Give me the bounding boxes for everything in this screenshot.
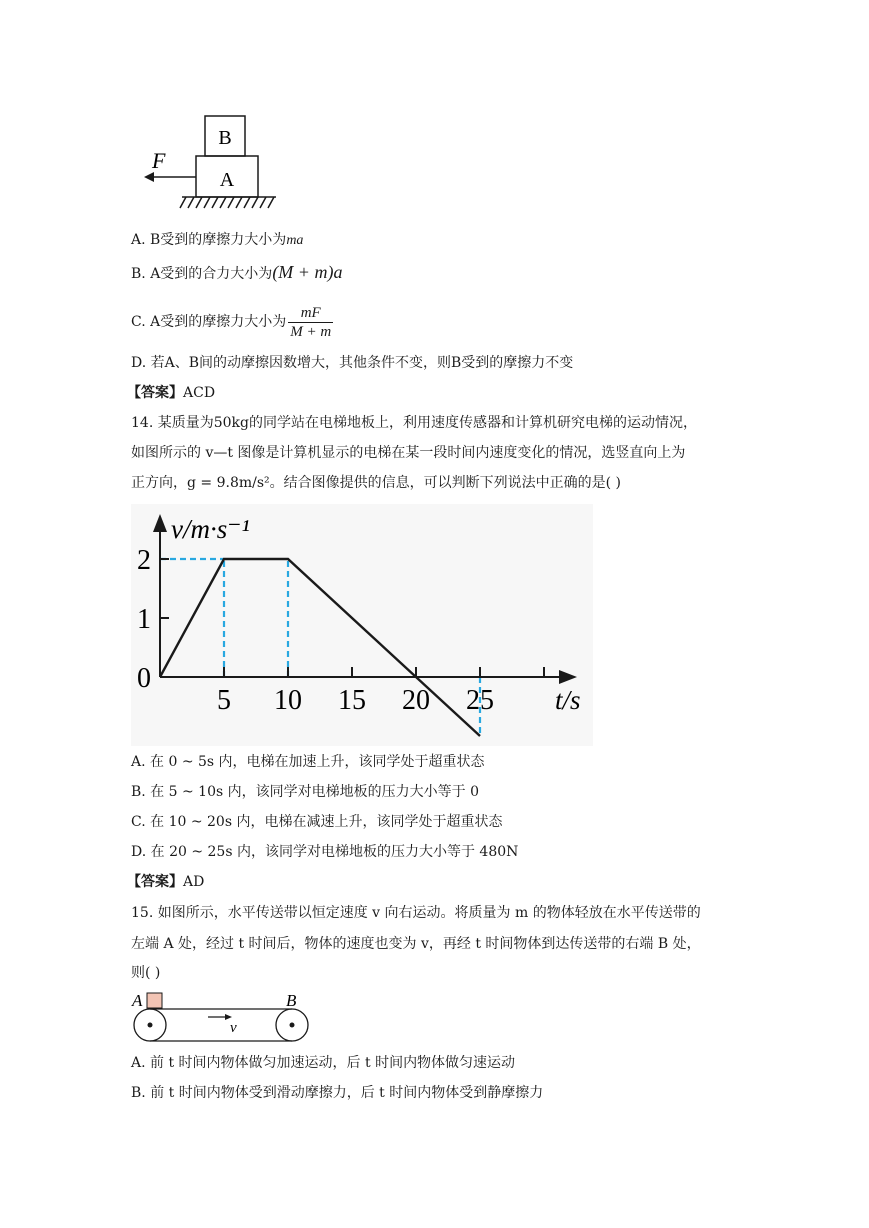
y-tick-label: 1 [137,604,151,635]
q14-line-1: 14. 某质量为50kg的同学站在电梯地板上，利用速度传感器和计算机研究电梯的运动情况， [131,415,697,431]
q14-option-c: C. 在 10 ~ 20s 内，电梯在减速上升，该同学处于超重状态 [131,814,503,830]
q15-line-3: 则( ) [131,965,161,981]
q15-line-2: 左端 A 处，经过 t 时间后，物体的速度也变为 v，再经 t 时间物体到达传送带的右端 B 处， [131,936,701,952]
q13-option-a: A. B受到的摩擦力大小为ma [131,232,304,248]
block-b-label: B [218,127,232,149]
ground-hatch [180,197,274,208]
x-tick-label: 15 [338,685,366,716]
q13-answer: 【答案】ACD [127,385,216,401]
q13-option-c: C. A受到的摩擦力大小为 $\frac{mF}{M + m}$ [131,304,332,340]
q13-option-b: B. A受到的合力大小为(M + m)a [131,262,343,282]
q13-option-b-expr: (M + m)a [272,262,343,282]
q13-option-a-expr: ma [286,233,304,248]
belt-right-axle [290,1023,295,1028]
origin-label: 0 [137,663,151,694]
q13-option-d: D. 若A、B间的动摩擦因数增大，其他条件不变，则B受到的摩擦力不变 [131,355,574,371]
y-tick-label: 2 [137,545,151,576]
block-a-label: A [219,169,235,191]
q14-option-a: A. 在 0 ~ 5s 内，电梯在加速上升，该同学处于超重状态 [131,754,485,770]
q14-answer: 【答案】AD [127,874,205,890]
x-tick-label: 5 [217,685,231,716]
belt-label-a: A [132,991,143,1010]
q14-option-b: B. 在 5 ~ 10s 内，该同学对电梯地板的压力大小等于 0 [131,784,479,800]
q15-line-1: 15. 如图所示，水平传送带以恒定速度 v 向右运动。将质量为 m 的物体轻放在水平传送带的 [131,905,701,921]
belt-object [147,993,162,1008]
belt-left-axle [148,1023,153,1028]
q15-option-b: B. 前 t 时间内物体受到滑动摩擦力，后 t 时间内物体受到静摩擦力 [131,1085,544,1101]
belt-label-v: v [230,1020,237,1036]
q14-line-3: 正方向，g = 9.8m/s²。结合图像提供的信息，可以判断下列说法中正确的是( ) [131,475,622,491]
q13-option-c-fraction: $\frac{mF}{M + m}$ [290,304,332,340]
q15-option-a: A. 前 t 时间内物体做匀加速运动，后 t 时间内物体做匀速运动 [131,1055,516,1071]
x-tick-label: 20 [402,685,430,716]
q14-line-2: 如图所示的 v—t 图像是计算机显示的电梯在某一段时间内速度变化的情况，选竖直向上为 [131,445,686,461]
belt-figure [128,988,313,1044]
force-label: F [152,148,166,173]
x-tick-label: 10 [274,685,302,716]
force-arrowhead [144,172,154,182]
x-tick-label: 25 [466,685,494,716]
x-axis-label: t/s [555,685,581,715]
vt-chart [131,504,593,746]
q14-option-d: D. 在 20 ~ 25s 内，该同学对电梯地板的压力大小等于 480N [131,844,519,860]
belt-label-b: B [286,991,297,1010]
blocks-figure [140,112,285,214]
y-axis-label: v/m·s⁻¹ [171,514,250,544]
